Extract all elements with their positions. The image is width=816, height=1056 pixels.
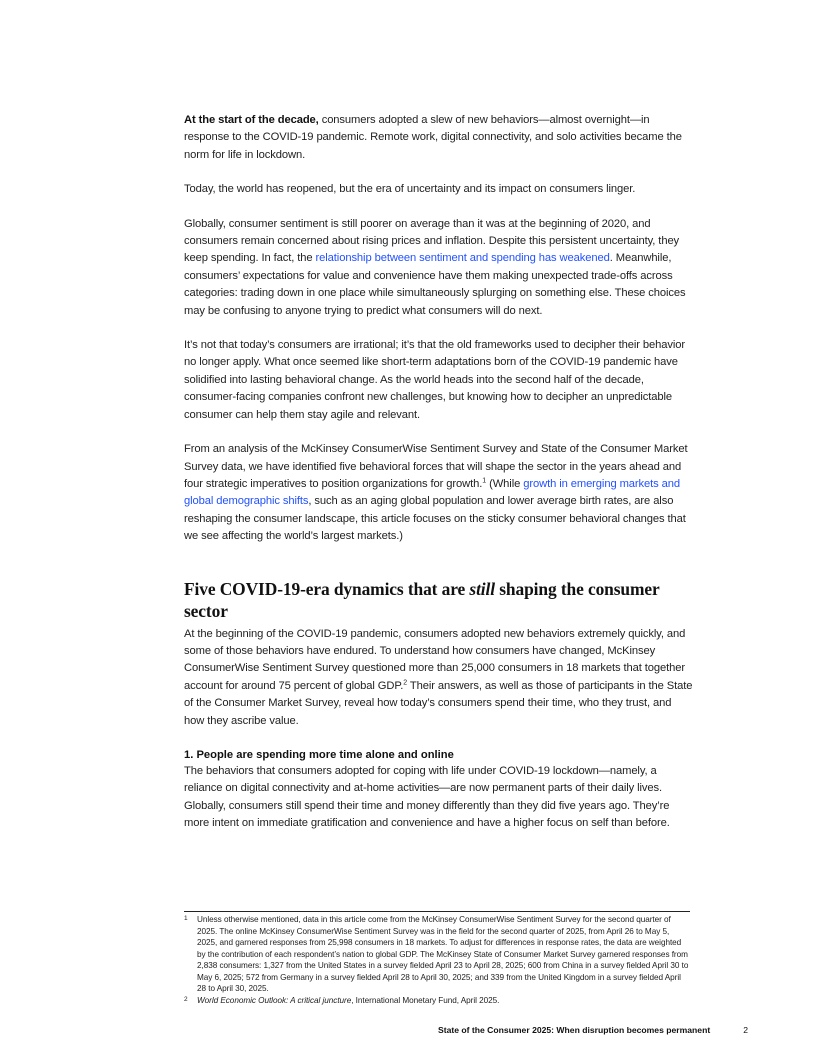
intro-paragraph-2: Today, the world has reopened, but the era of uncertainty and its impact on consumers linger.	[184, 183, 636, 196]
section-paragraph-1-text-b: Their answers, as well as those of participants in the State of the Consumer Market Survey, reveal how today’s consumers spend their time, who they trust, and how they ascribe value.	[184, 679, 693, 727]
section-paragraph-1	[184, 626, 694, 730]
intro-paragraph-5-text-a: From an analysis of the McKinsey ConsumerWise Sentiment Survey and State of the Consumer Market Survey data, we have identified five behavioral forces that will shape the sector in the years ahead and four strategic imperatives to position organizations for growth.	[184, 443, 688, 490]
footer-title: State of the Consumer 2025: When disruption becomes permanent	[438, 1025, 711, 1035]
footnotes	[184, 911, 690, 1006]
subsection-heading: 1. People are spending more time alone and online	[184, 748, 454, 761]
footnote-2-number: 2	[184, 995, 188, 1003]
intro-paragraph-4: It’s not that today’s consumers are irrational; it’s that the old frameworks used to decipher their behavior no longer apply. What once seemed like short-term adaptations born of the COVID-19 pandemic have solidified into lasting behavioral change. As the world heads into the second half of the decade, consumer-facing companies confront new challenges, but knowing how to decipher an unpredictable consumer can help them stay agile and relevant.	[184, 339, 685, 421]
emerging-markets-link[interactable]: growth in emerging markets and global demographic shifts	[184, 477, 681, 508]
article-body	[184, 112, 694, 833]
footnote-ref-1[interactable]: 1	[482, 477, 487, 485]
footnote-ref-2[interactable]: 2	[403, 679, 408, 687]
intro-paragraph-3	[184, 216, 694, 320]
section-heading-emphasis: still	[469, 578, 496, 599]
footnote-1-text: Unless otherwise mentioned, data in this article come from the McKinsey ConsumerWise Sentiment Survey for the second quarter of 2025. The online McKinsey ConsumerWise Sentiment Survey was in the field for the second quarter of 2025, from April 26 to May 5, 2025, and garnered responses from 25,998 consumers in 18 markets. To adjust for differences in response rates, the data are weighted by the contribution of each respondent’s nation to global GDP. The McKinsey State of Consumer Market Survey garnered responses from 2,838 consumers: 1,327 from the United States in a survey fielded April 23 to April 28, 2025; 600 from China in a survey fielded April 30 to May 6, 2025; 572 from Germany in a survey fielded April 28 to April 30, 2025; and 339 from the United Kingdom in a survey fielded April 28 to April 30, 2025.	[197, 915, 689, 993]
section-paragraph-1-text-a: At the beginning of the COVID-19 pandemic, consumers adopted new behaviors extremely quickly, and some of those behaviors have endured. To understand how consumers have changed, McKinsey ConsumerWise Sentiment Survey questioned more than 25,000 consumers in 18 markets that together account for around 75 percent of global GDP.	[184, 627, 686, 692]
intro-paragraph-3-text-a: Globally, consumer sentiment is still poorer on average than it was at the beginning of 2020, and consumers remain concerned about rising prices and inflation. Despite this persistent uncertainty, they keep spending. In fact, the	[184, 217, 680, 265]
footnote-2-source-title: World Economic Outlook: A critical juncture	[197, 995, 352, 1005]
section-heading	[184, 578, 694, 622]
intro-paragraph-5	[184, 441, 694, 545]
page-number: 2	[743, 1025, 748, 1035]
footnote-1	[184, 914, 690, 995]
intro-paragraph-1	[184, 112, 694, 164]
subsection-paragraph: The behaviors that consumers adopted for coping with life under COVID-19 lockdown—namely, a reliance on digital connectivity and at-home activities—are now permanent parts of their daily lives. Globally, consumers still spend their time and money differently than they did five years ago. They’re more intent on immediate gratification and convenience and have a higher focus on self than before.	[184, 764, 670, 830]
page-footer	[438, 1025, 748, 1035]
intro-paragraph-5-text-c: , such as an aging global population and lower average birth rates, are also reshaping the consumer landscape, this article focuses on the sticky consumer behavioral changes that we see affecting the world’s largest markets.)	[184, 495, 686, 543]
footnote-1-number: 1	[184, 915, 188, 922]
intro-paragraph-5-text-b: (While	[486, 477, 524, 490]
footnote-2-text: , International Monetary Fund, April 2025.	[351, 995, 500, 1005]
footnote-2	[184, 995, 690, 1007]
lead-in: At the start of the decade,	[184, 114, 319, 126]
section-heading-pre: Five COVID-19-era dynamics that are	[184, 578, 470, 599]
intro-paragraph-3-text-b: . Meanwhile, consumers’ expectations for value and convenience have them making unexpected trade-offs across categories: trading down in one place while simultaneously splurging on something else. These choices may be confusing to anyone trying to predict what consumers will do next.	[184, 252, 686, 317]
section-heading-post: shaping the consumer sector	[184, 578, 660, 621]
intro-paragraph-1-text: consumers adopted a slew of new behaviors—almost overnight—in response to the COVID-19 pandemic. Remote work, digital connectivity, and solo activities became the norm for life in lockdown.	[184, 114, 682, 161]
sentiment-spending-link[interactable]: relationship between sentiment and spending has weakened	[315, 252, 610, 265]
